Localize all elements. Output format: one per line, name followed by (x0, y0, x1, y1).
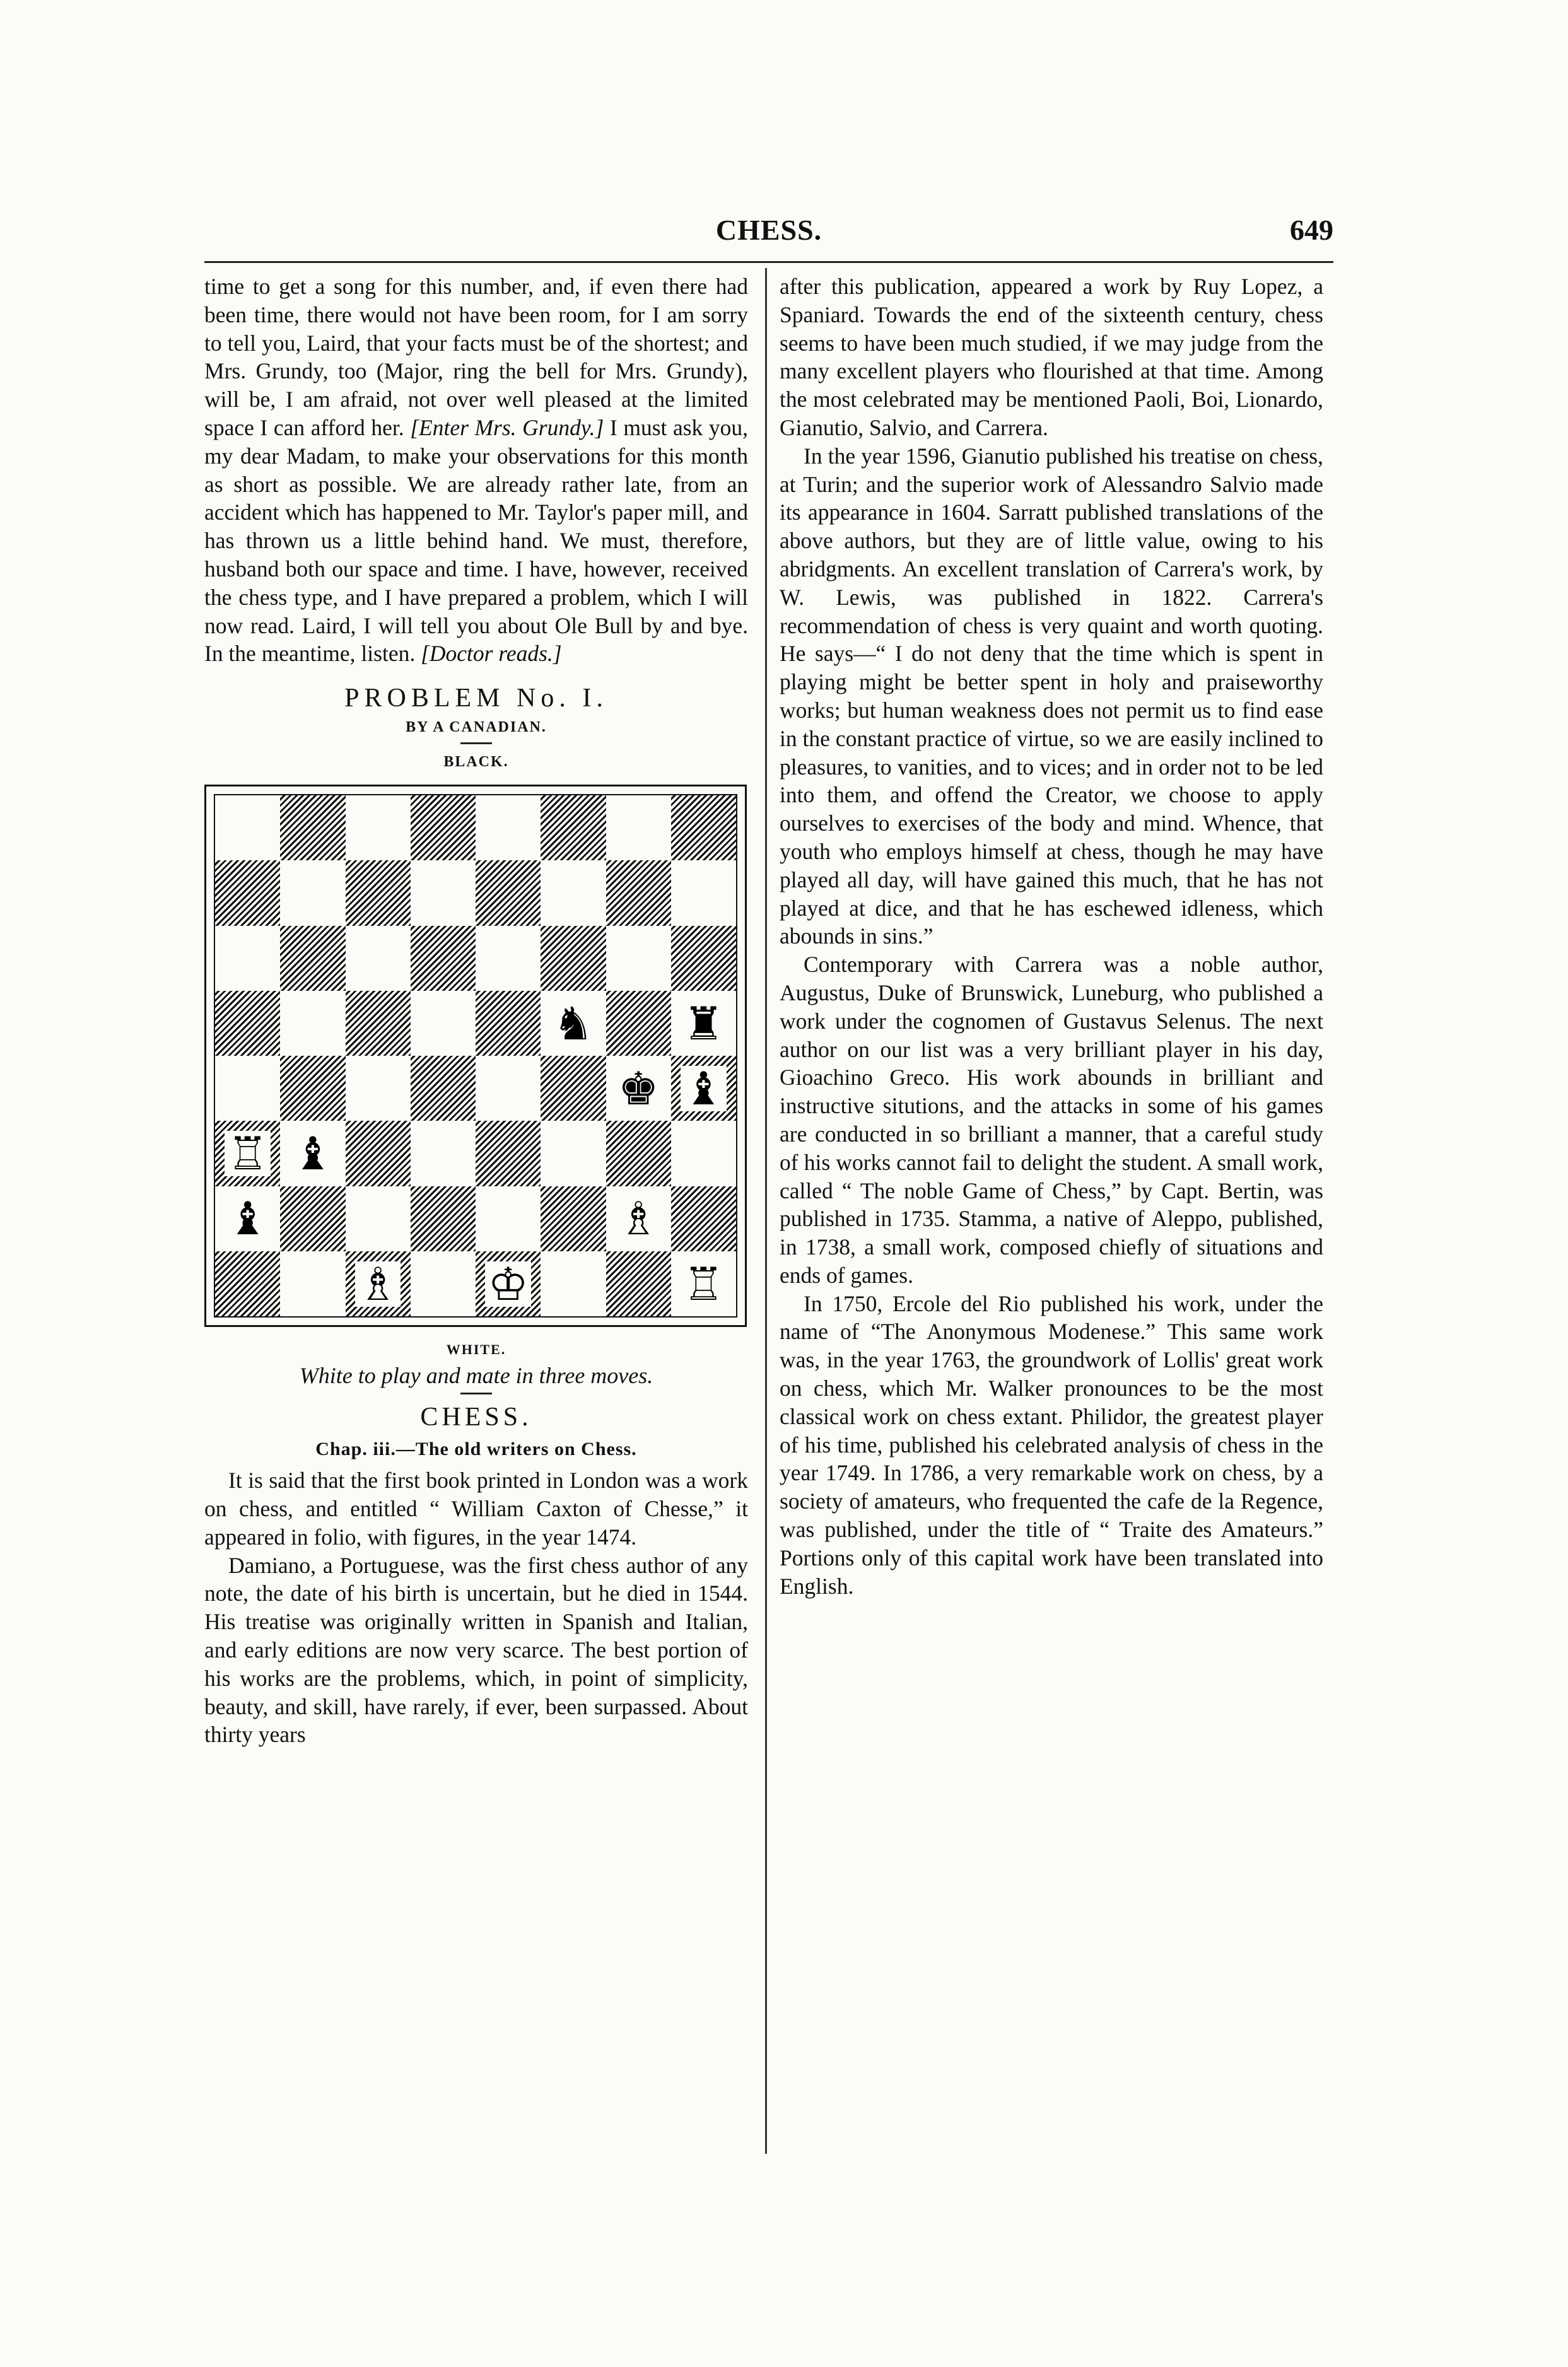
right-paragraph-lopez: after this publication, appeared a work by Ruy Lopez, a Spaniard. Towards the end of the sixteenth century, chess seems to have been much studied, if we may judge from the many excellent players who flourished at that time. Among the most celebrated may be mentioned Paoli, Boi, Lionardo, Gianutio, Salvio, and Carrera. (780, 274, 1323, 440)
board-square (671, 1121, 736, 1186)
board-square (215, 860, 280, 925)
board-square (606, 991, 671, 1056)
board-square (280, 926, 345, 991)
board-square (476, 991, 541, 1056)
board-square (346, 1251, 411, 1316)
chess-piece-icon: ♔ (485, 1261, 531, 1307)
right-column (780, 272, 1323, 1600)
board-square (346, 1056, 411, 1121)
board-square (411, 860, 476, 925)
board-square (476, 1121, 541, 1186)
board-square (346, 1121, 411, 1186)
board-square (671, 926, 736, 991)
board-square (671, 1251, 736, 1316)
problem-title: PROBLEM No. I. (344, 684, 608, 713)
chess-piece-icon: ♗ (617, 1192, 659, 1246)
board-square (671, 1186, 736, 1251)
left-intro-paragraph (204, 272, 748, 668)
board-square (541, 1056, 606, 1121)
board-square (215, 795, 280, 860)
board-square (476, 795, 541, 860)
board-square (671, 795, 736, 860)
right-paragraph-gianutio: In the year 1596, Gianutio published his treatise on chess, at Turin; and the superior work of Alessandro Salvio made its appearance in 1604. Sarratt published translations of the above authors, but they are of little value, owing to his abridgments. An excellent translation of Carrera's work, by W. Lewis, was published in 1822. Carrera's recommendation of chess is very quaint and worth quoting. He says—“ I do not deny that the time which is spent in playing might be better spent in holy and praiseworthy works; but human weakness does not permit us to find ease in the constant practice of virtue, so we are easily inclined to pleasures, to vanities, and to vices; and in order not to be led into them, and offend the Creator, we choose to apply ourselves to exercises of the body and mind. Whence, that youth who employs himself at chess, though he may have played all day, will have gained this much, that he has not played at dice, and that he has eschewed idleness, which abounds in sins.” (780, 443, 1323, 949)
board-square (476, 1251, 541, 1316)
board-square (280, 860, 345, 925)
board-square (346, 1186, 411, 1251)
header-rule (204, 261, 1333, 263)
board-square (541, 1251, 606, 1316)
board-square (476, 1186, 541, 1251)
board-square (671, 991, 736, 1056)
stage-direction-enter: [Enter Mrs. Grundy.] (410, 414, 604, 440)
board-square (541, 1186, 606, 1251)
board-square (280, 1056, 345, 1121)
board-square (280, 991, 345, 1056)
board-square (671, 1056, 736, 1121)
board-square (541, 860, 606, 925)
section-title: CHESS. (420, 1403, 532, 1432)
page-number: 649 (1290, 214, 1333, 246)
chess-piece-icon: ♝ (292, 1127, 334, 1181)
board-square (411, 795, 476, 860)
board-square (346, 860, 411, 925)
board-square (606, 1186, 671, 1251)
board-square (280, 1251, 345, 1316)
left-paragraph-damiano: Damiano, a Portuguese, was the first chess author of any note, the date of his birth is uncertain, but he died in 1544. His treatise was originally written in Spanish and Italian, and early editions are now very scarce. The best portion of his works are the problems, which, in point of simplicity, beauty, and skill, have rarely, if ever, been surpassed. About thirty years (204, 1552, 748, 1748)
left-paragraph-caxton: It is said that the first book printed in London was a work on chess, and entitled “ William Caxton of Chesse,” it appeared in folio, with figures, in the year 1474. (204, 1468, 748, 1550)
stage-direction-doctor: [Doctor reads.] (421, 641, 562, 667)
chess-piece-icon: ♖ (683, 1257, 724, 1311)
short-rule-2 (460, 1393, 492, 1394)
white-label: WHITE. (446, 1341, 506, 1358)
board-square (280, 795, 345, 860)
board-square (541, 991, 606, 1056)
board-square (541, 926, 606, 991)
board-square (346, 926, 411, 991)
running-title: CHESS. (715, 214, 822, 246)
board-square (411, 1121, 476, 1186)
chess-piece-icon: ♝ (681, 1066, 727, 1111)
board-square (280, 1121, 345, 1186)
chess-piece-icon: ♞ (553, 996, 594, 1050)
chess-diagram (204, 785, 747, 1327)
chapter-heading: Chap. iii.—The old writers on Chess. (315, 1439, 637, 1460)
board-square (671, 860, 736, 925)
board-square (215, 1056, 280, 1121)
board-square (215, 926, 280, 991)
chess-board (214, 794, 737, 1318)
board-square (411, 926, 476, 991)
column-divider (765, 268, 767, 2154)
chess-piece-icon: ♜ (683, 996, 724, 1050)
board-square (606, 1251, 671, 1316)
chess-piece-icon: ♝ (227, 1192, 268, 1246)
board-square (606, 1121, 671, 1186)
short-rule (460, 742, 492, 744)
board-square (411, 991, 476, 1056)
board-square (215, 991, 280, 1056)
board-square (411, 1186, 476, 1251)
board-square (215, 1121, 280, 1186)
problem-byline: BY A CANADIAN. (406, 719, 547, 736)
page-header (204, 213, 1333, 251)
chess-piece-icon: ♚ (617, 1061, 659, 1115)
intro-text: time to get a song for this number, and, if even there had been time, there would not have been room, for I am sorry to tell you, Laird, that your facts must be of the shortest; and Mrs. Grundy, too (Major, ring the bell for Mrs. Grundy), will be, I am afraid, not over well pleased at the limited space I can afford her. (204, 274, 748, 440)
board-square (280, 1186, 345, 1251)
board-square (346, 795, 411, 860)
board-square (411, 1251, 476, 1316)
right-paragraph-del-rio: In 1750, Ercole del Rio published his work, under the name of “The Anonymous Modenese.” This same work was, in the year 1763, the groundwork of Lollis' great work on chess, which Mr. Walker pronounces to be the most classical work on chess extant. Philidor, the greatest player of his time, published his celebrated analysis of chess in the year 1749. In 1786, a very remarkable work on chess, by a society of amateurs, who frequented the cafe de la Regence, was published, under the title of “ Traite des Amateurs.” Portions only of this capital work have been translated into English. (780, 1290, 1323, 1599)
black-label: BLACK. (443, 754, 509, 771)
board-square (346, 991, 411, 1056)
board-square (606, 926, 671, 991)
left-column (204, 272, 748, 1749)
intro-continued-text: I must ask you, my dear Madam, to make your observations for this month as short as possible. We are already rather late, from an accident which has happened to Mr. Taylor's paper mill, and has thrown us a little behind hand. We must, therefore, husband both our space and time. I have, however, received the chess type, and I have prepared a problem, which I will now read. Laird, I will tell you about Ole Bull by and bye. In the meantime, listen. (204, 414, 749, 667)
board-square (606, 1056, 671, 1121)
board-square (541, 1121, 606, 1186)
board-square (541, 795, 606, 860)
chess-piece-icon: ♖ (225, 1131, 271, 1176)
board-square (215, 1251, 280, 1316)
chess-piece-icon: ♗ (355, 1261, 401, 1307)
board-square (606, 860, 671, 925)
right-paragraph-brunswick: Contemporary with Carrera was a noble author, Augustus, Duke of Brunswick, Luneburg, who published a work under the cognomen of Gustavus Selenus. The next author on our list was a very brilliant player in his day, Gioachino Greco. His work abounds in brilliant and instructive situtions, and the attacks in some of his games are conducted in so brilliant a manner, that a careful study of his works cannot fail to delight the student. A small work, called “ The noble Game of Chess,” by Capt. Bertin, was published in 1735. Stamma, a native of Aleppo, published, in 1738, a small work, composed chiefly of situations and ends of games. (780, 952, 1323, 1288)
board-square (476, 860, 541, 925)
board-square (476, 1056, 541, 1121)
board-square (476, 926, 541, 991)
problem-stipulation: White to play and mate in three moves. (299, 1363, 653, 1389)
board-square (411, 1056, 476, 1121)
board-square (606, 795, 671, 860)
board-square (215, 1186, 280, 1251)
